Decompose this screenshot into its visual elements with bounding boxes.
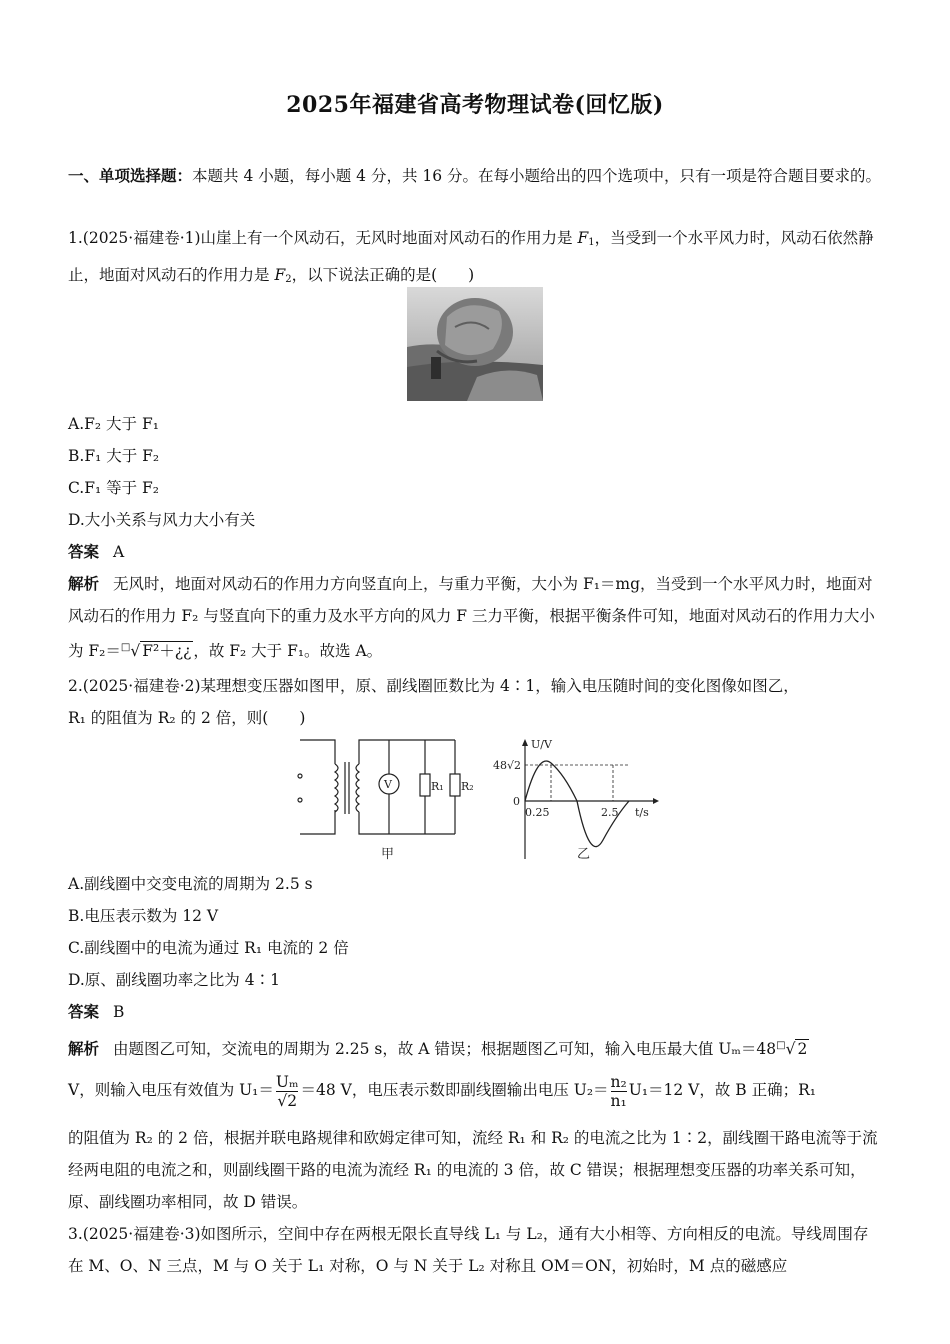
fraction-numerator: n₂ <box>610 1072 627 1091</box>
q2-analysis-text-2b: ＝48 V，电压表示数即副线圈输出电压 U₂＝ <box>300 1081 609 1099</box>
x-axis-label: t/s <box>635 806 649 819</box>
fraction-denominator: √2 <box>277 1091 298 1110</box>
q1-option-b <box>68 440 883 472</box>
q1-answer <box>68 536 883 568</box>
q2-analysis-line-2 <box>68 1070 883 1110</box>
q1-analysis-end: ，故 F₂ 大于 F₁。故选 A。 <box>193 642 383 661</box>
r1-label: R₁ <box>431 780 444 793</box>
question-1-stem: 1.(2025·福建卷·1)山崖上有一个风动石，无风时地面对风动石的作用力是 $F_1$，当受到一个水平风力时，风动石依然静止，地面对风动石的作用力是 $F_2$，以下说法正确的是( ) <box>68 229 874 285</box>
y-axis-label: U/V <box>531 738 552 751</box>
r2-label: R₂ <box>461 780 474 793</box>
q2-option-a <box>68 868 883 900</box>
q2-option-c <box>68 932 883 964</box>
q1-option-c-text: C.F₁ 等于 F₂ <box>68 479 160 497</box>
answer-label: 答案 <box>68 542 100 561</box>
q2-analysis-line-3 <box>68 1122 883 1218</box>
analysis-label: 解析 <box>68 574 100 593</box>
q2-option-a-text: A.副线圈中交变电流的周期为 2.5 s <box>68 875 313 893</box>
q1-stem-part-a: 1.(2025·福建卷·1)山崖上有一个风动石，无风时地面对风动石的作用力是 <box>68 229 578 247</box>
analysis-label: 解析 <box>68 1039 100 1059</box>
fraction-um-over-sqrt2 <box>276 1073 299 1110</box>
answer-value: A <box>113 543 125 561</box>
q2-stem-line-2: R₁ 的阻值为 R₂ 的 2 倍，则( ) <box>68 709 306 727</box>
time-tick-1: 0.25 <box>525 806 550 819</box>
peak-tick-label: 48√2 <box>493 759 522 772</box>
q2-analysis-text-2a: V，则输入电压有效值为 U₁＝ <box>68 1081 274 1099</box>
section-text: 本题共 4 小题，每小题 4 分，共 16 分。在每小题给出的四个选项中，只有一项是符合题目要求的。 <box>192 167 882 185</box>
q1-stem-part-b: ，当受到一个水平风力时，风动石依然静止，地面对风动石的作用力是 <box>68 229 874 284</box>
wind-moving-stone-photo <box>407 287 543 401</box>
q2-option-d <box>68 964 883 996</box>
time-tick-2: 2.5 <box>601 806 619 819</box>
fraction-n2-over-n1 <box>611 1073 627 1110</box>
question-3-stem <box>68 1218 883 1282</box>
section-intro <box>68 160 883 192</box>
q1-analysis: 解析 无风时，地面对风动石的作用力方向竖直向上，与重力平衡，大小为 F₁＝mg，当受到一个水平风力时，地面对风动石的作用力 F₂ 与竖直向下的重力及水平方向的风力 F 三力平衡，根据平衡条件可知，地面对风动石的作用力大小为 F₂＝□√ F²＋¿¿ ，故 F₂ 大于 F₁。故选 A。 <box>68 574 875 661</box>
q2-analysis-text-1: 由题图乙可知，交流电的周期为 2.25 s，故 A 错误；根据题图乙可知，输入电压最大值 Uₘ＝48 <box>113 1040 777 1059</box>
q2-analysis-sqrt: 2 <box>797 1040 808 1059</box>
q2-option-c-text: C.副线圈中的电流为通过 R₁ 电流的 2 倍 <box>68 939 349 957</box>
q1-analysis-radical: F²＋¿¿ <box>142 642 192 661</box>
figure-jia-label: 甲 <box>381 847 395 862</box>
q3-stem-text: 3.(2025·福建卷·3)如图所示，空间中存在两根无限长直导线 L₁ 与 L₂，通有大小相等、方向相反的电流。导线周围存在 M、O、N 三点，M 与 O 关于 L₁ 对称，O 与 N 关于 L₂ 对称且 OM＝ON，初始时，M 点的磁感应 <box>68 1225 869 1275</box>
q2-option-b-text: B.电压表示数为 12 V <box>68 907 219 925</box>
voltmeter-label: V <box>384 778 392 791</box>
page-title: 2025年福建省高考物理试卷(回忆版) <box>286 92 664 118</box>
q1-analysis-text: 无风时，地面对风动石的作用力方向竖直向上，与重力平衡，大小为 F₁＝mg，当受到一个水平风力时，地面对风动石的作用力 F₂ 与竖直向下的重力及水平方向的风力 F 三力平衡，根据平衡条件可知，地面对风动石的作用力大小为 F₂＝ <box>68 575 875 661</box>
fraction-numerator: Uₘ <box>275 1072 299 1091</box>
q1-stem-part-c: ，以下说法正确的是( ) <box>291 266 475 284</box>
fraction-denominator: n₁ <box>610 1091 627 1110</box>
figure-yi-label: 乙 <box>577 847 591 862</box>
q1-option-c <box>68 472 883 504</box>
q2-analysis-text-2c: U₁＝12 V，故 B 正确；R₁ <box>628 1081 816 1099</box>
q2-option-d-text: D.原、副线圈功率之比为 4∶1 <box>68 971 280 989</box>
q1-option-d-text: D.大小关系与风力大小有关 <box>68 511 256 529</box>
transformer-circuit-and-voltage-graph <box>295 734 675 866</box>
section-heading: 一、单项选择题： <box>68 166 193 185</box>
answer-value: B <box>113 1003 125 1021</box>
q2-stem-line-1: 2.(2025·福建卷·2)某理想变压器如图甲，原、副线圈匝数比为 4∶1，输入电压随时间的变化图像如图乙， <box>68 677 799 695</box>
origin-label: 0 <box>513 795 520 808</box>
q2-analysis-line-1: 解析 由题图乙可知，交流电的周期为 2.25 s，故 A 错误；根据题图乙可知，输入电压最大值 Uₘ＝48□√ 2 <box>68 1039 808 1059</box>
q2-analysis-text-3: 的阻值为 R₂ 的 2 倍，根据并联电路规律和欧姆定律可知，流经 R₁ 和 R₂ 的电流之比为 1∶2，副线圈干路电流等于流经两电阻的电流之和，则副线圈干路的电流为流经 R₁ 的电流的 3 倍，故 C 错误；根据理想变压器的功率关系可知，原、副线圈功率相同，故 D 错误。 <box>68 1129 878 1211</box>
q1-option-b-text: B.F₁ 大于 F₂ <box>68 447 160 465</box>
q2-option-b <box>68 900 883 932</box>
q2-answer <box>68 996 883 1028</box>
q1-option-d <box>68 504 883 536</box>
q1-option-a-text: A.F₂ 大于 F₁ <box>68 415 159 433</box>
question-2-stem <box>68 670 883 734</box>
answer-label: 答案 <box>68 1002 100 1021</box>
q1-option-a <box>68 408 883 440</box>
